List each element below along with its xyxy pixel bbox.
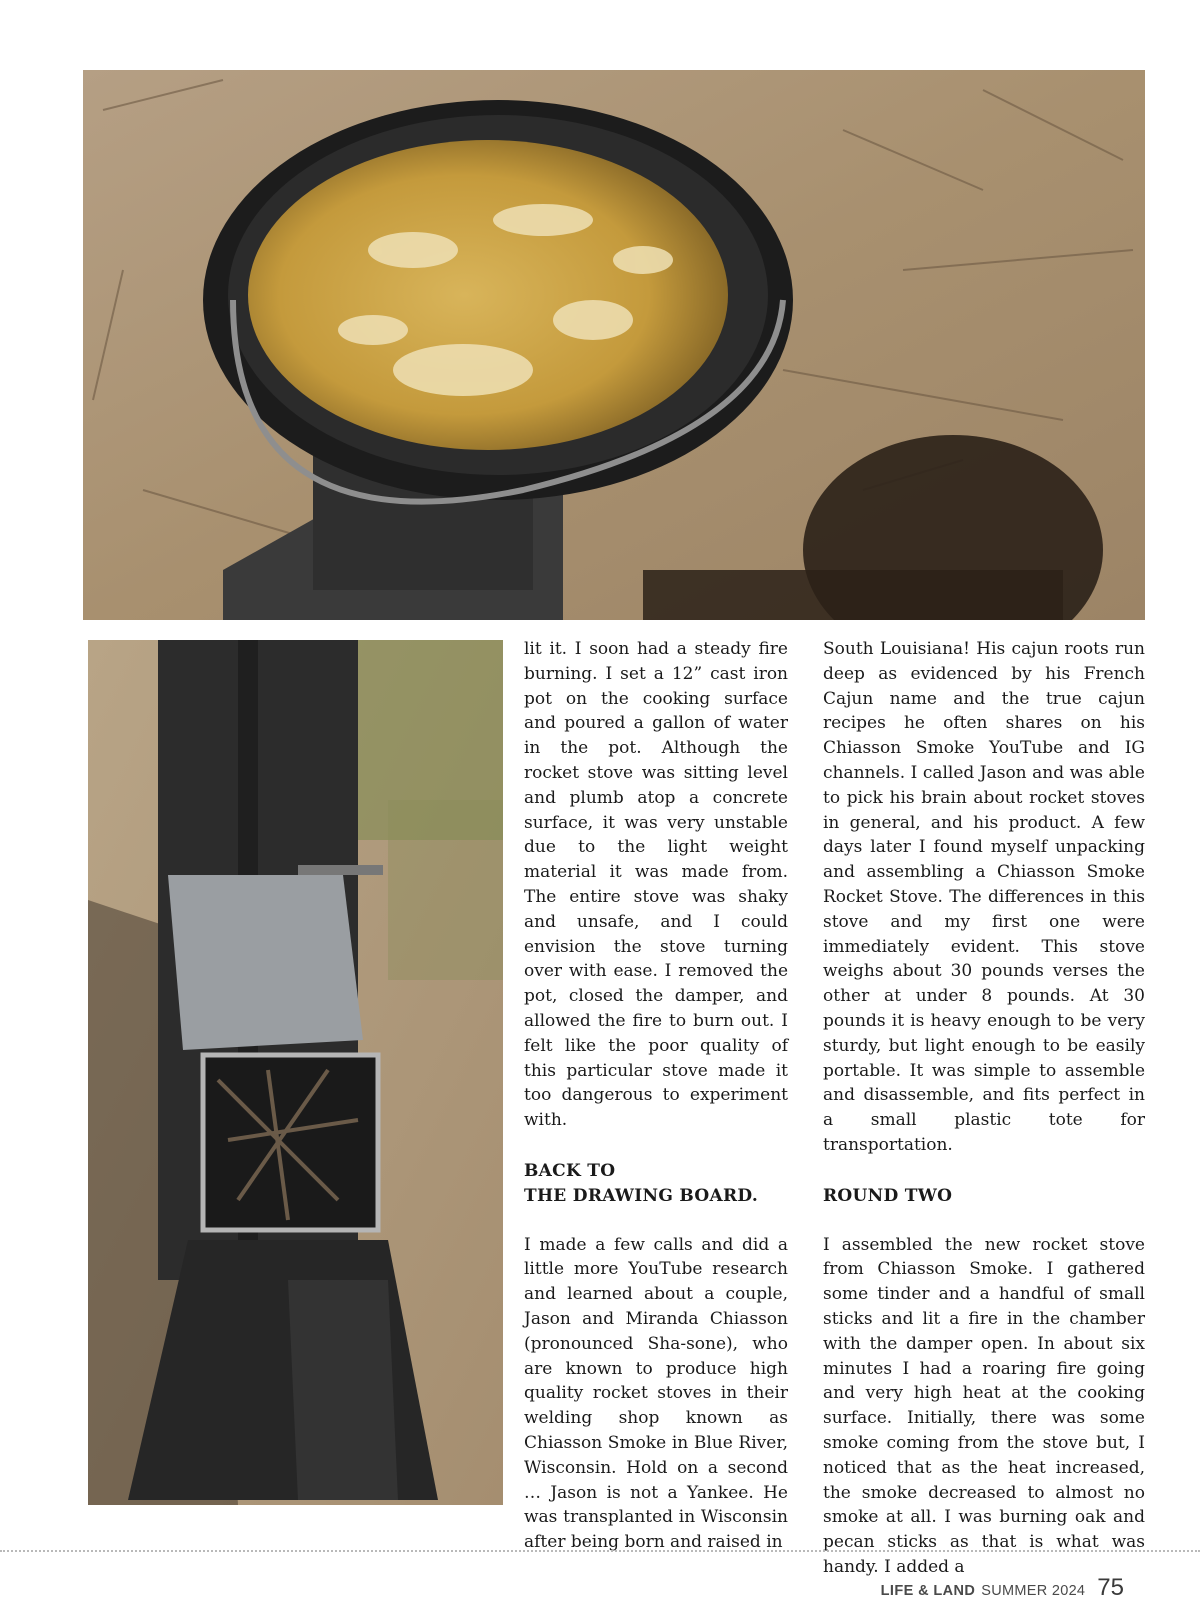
article-column-middle xyxy=(524,637,788,1555)
article-paragraph: lit it. I soon had a steady fire burning. I set a 12” cast iron pot on the cooking surface and poured a gallon of water in the pot. Although the rocket stove was sitting level and plumb atop a concrete surface, it was very unstable due to the light weight material it was made from. The entire stove was shaky and unsafe, and I could envision the stove turning over with ease. I removed the pot, closed the damper, and allowed the fire to burn out. I felt like the poor quality of this particular stove made it too dangerous to experiment with. xyxy=(524,639,788,1131)
photo-pot-frying xyxy=(83,70,1145,620)
article-paragraph: I assembled the new rocket stove from Chiasson Smoke. I gathered some tinder and a handful of small sticks and lit a fire in the chamber with the damper open. In about six minutes I had a roaring fire going and very high heat at the cooking surface. Initially, there was some smoke coming from the stove but, I noticed that as the heat increased, the smoke decreased to almost no smoke at all. I was burning oak and pecan sticks as that is what was handy. I added a xyxy=(823,1234,1145,1577)
page-number: 75 xyxy=(1097,1574,1124,1601)
footer-divider xyxy=(0,1550,1200,1552)
article-column-right xyxy=(823,637,1145,1580)
article-paragraph: South Louisiana! His cajun roots run deep as evidenced by his French Cajun name and the true cajun recipes he often shares on his Chiasson Smoke YouTube and IG channels. I called Jason and was able to pick his brain about rocket stoves in general, and his product. A few days later I found myself unpacking and assembling a Chiasson Smoke Rocket Stove. The differences in this stove and my first one were immediately evident. This stove weighs about 30 pounds verses the other at under 8 pounds. At 30 pounds it is heavy enough to be very sturdy, but light enough to be easily portable. It was simple to assemble and disassemble, and fits perfect in a small plastic tote for transportation. xyxy=(823,639,1145,1155)
magazine-name: LIFE & LAND xyxy=(880,1583,976,1599)
article-paragraph: I made a few calls and did a little more YouTube research and learned about a couple, Jason and Miranda Chiasson (pronounced Sha-sone), who are known to produce high quality rocket stoves in their welding shop known as Chiasson Smoke in Blue River, Wisconsin. Hold on a second … Jason is not a Yankee. He was transplanted in Wisconsin after being born and raised in xyxy=(524,1234,788,1553)
section-heading-line: BACK TO xyxy=(524,1160,616,1181)
section-heading xyxy=(524,1159,788,1209)
section-heading-line: THE DRAWING BOARD. xyxy=(524,1185,759,1206)
section-heading: ROUND TWO xyxy=(823,1185,953,1206)
photo-rocket-stove xyxy=(88,640,503,1505)
issue-label: SUMMER 2024 xyxy=(981,1583,1086,1599)
page-footer xyxy=(881,1574,1124,1604)
